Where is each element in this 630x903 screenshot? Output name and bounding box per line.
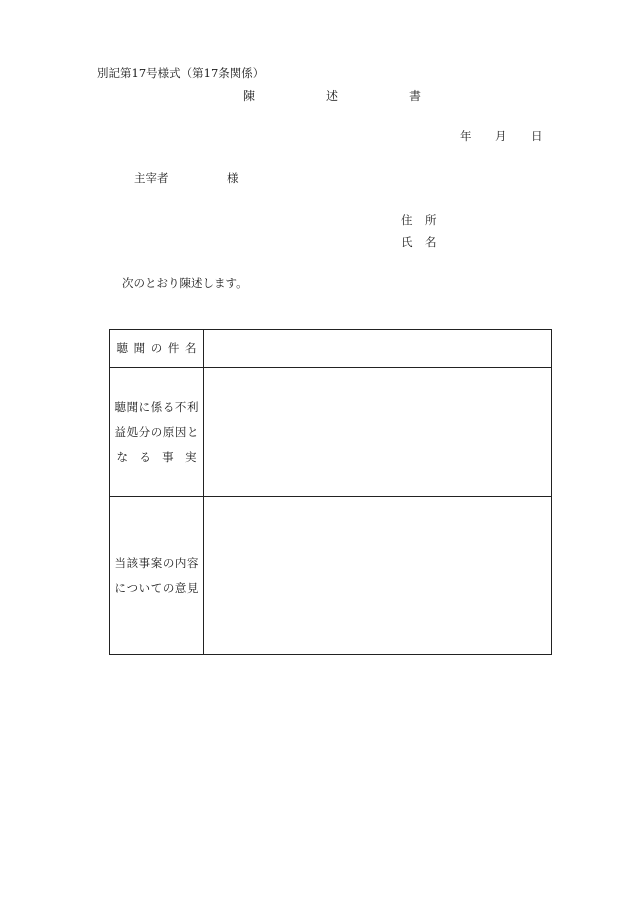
- label-line: [115, 576, 199, 601]
- label-char: 内: [174, 555, 187, 570]
- label-char: 原: [162, 424, 175, 439]
- label-char: 事: [138, 555, 151, 570]
- label-char: 事: [162, 449, 174, 464]
- label-char: 不: [174, 399, 187, 414]
- label-char: 当: [114, 555, 126, 570]
- statement-table: [109, 329, 552, 655]
- label-char: 聴: [116, 341, 128, 355]
- form-number: 別記第17号様式（第17条関係）: [97, 66, 265, 80]
- hearing-subject-field[interactable]: [204, 330, 551, 367]
- title-char-2: 述: [326, 89, 339, 103]
- label-char: 実: [184, 449, 197, 464]
- label-char: 分: [138, 424, 151, 439]
- label-char: 該: [126, 555, 139, 570]
- address-label-char-2: 所: [425, 213, 437, 227]
- label-char: 因: [174, 424, 187, 439]
- label-line: [115, 445, 199, 470]
- date-day-label: 日: [531, 129, 543, 143]
- label-char: 利: [186, 399, 199, 414]
- label-char: る: [162, 399, 175, 414]
- address-line: [401, 215, 437, 227]
- label-char: 容: [186, 555, 199, 570]
- label-char: の: [162, 555, 175, 570]
- table-row-adverse-facts: [110, 368, 551, 497]
- label-char: の: [150, 424, 163, 439]
- label-char: 係: [150, 399, 163, 414]
- table-row-opinion: [110, 497, 551, 654]
- label-char: 見: [186, 580, 199, 595]
- label-char: る: [139, 449, 151, 464]
- label-char: 聞: [133, 341, 146, 355]
- name-label-char-1: 氏: [401, 235, 413, 249]
- name-line: [401, 237, 437, 249]
- label-char: 名: [185, 341, 197, 355]
- label-char: 聞: [126, 399, 139, 414]
- label-char: い: [138, 580, 151, 595]
- recipient-suffix: 様: [227, 171, 239, 185]
- adverse-facts-field[interactable]: [204, 368, 551, 496]
- label-line: [115, 551, 199, 576]
- title-char-1: 陳: [243, 89, 256, 103]
- label-char: に: [114, 580, 126, 595]
- row-label-cell: [110, 330, 203, 367]
- label-line: [115, 420, 199, 445]
- label-char: 処: [126, 424, 139, 439]
- intro-text: 次のとおり陳述します。: [122, 276, 248, 290]
- opinion-field[interactable]: [204, 497, 551, 654]
- recipient-label: 主宰者: [134, 171, 169, 185]
- label-char: の: [162, 580, 175, 595]
- label-line: [115, 395, 199, 420]
- label-char: つ: [126, 580, 139, 595]
- date-year-label: 年: [460, 129, 472, 143]
- label-char: 意: [174, 580, 187, 595]
- label-char: に: [138, 399, 151, 414]
- row-label-cell: [110, 368, 203, 496]
- label-char: と: [186, 424, 199, 439]
- label-char: て: [150, 580, 163, 595]
- label-char: 聴: [114, 399, 126, 414]
- row-label-cell: [110, 497, 203, 654]
- name-label-char-2: 名: [425, 235, 437, 249]
- label-char: 益: [114, 424, 126, 439]
- date-month-label: 月: [495, 129, 507, 143]
- label-char: 案: [150, 555, 163, 570]
- label-line: [115, 336, 199, 361]
- address-label-char-1: 住: [401, 213, 413, 227]
- table-row-hearing-subject: [110, 330, 551, 368]
- label-char: 件: [167, 341, 180, 355]
- label-char: の: [150, 341, 163, 355]
- label-char: な: [116, 449, 128, 464]
- title-char-3: 書: [409, 89, 422, 103]
